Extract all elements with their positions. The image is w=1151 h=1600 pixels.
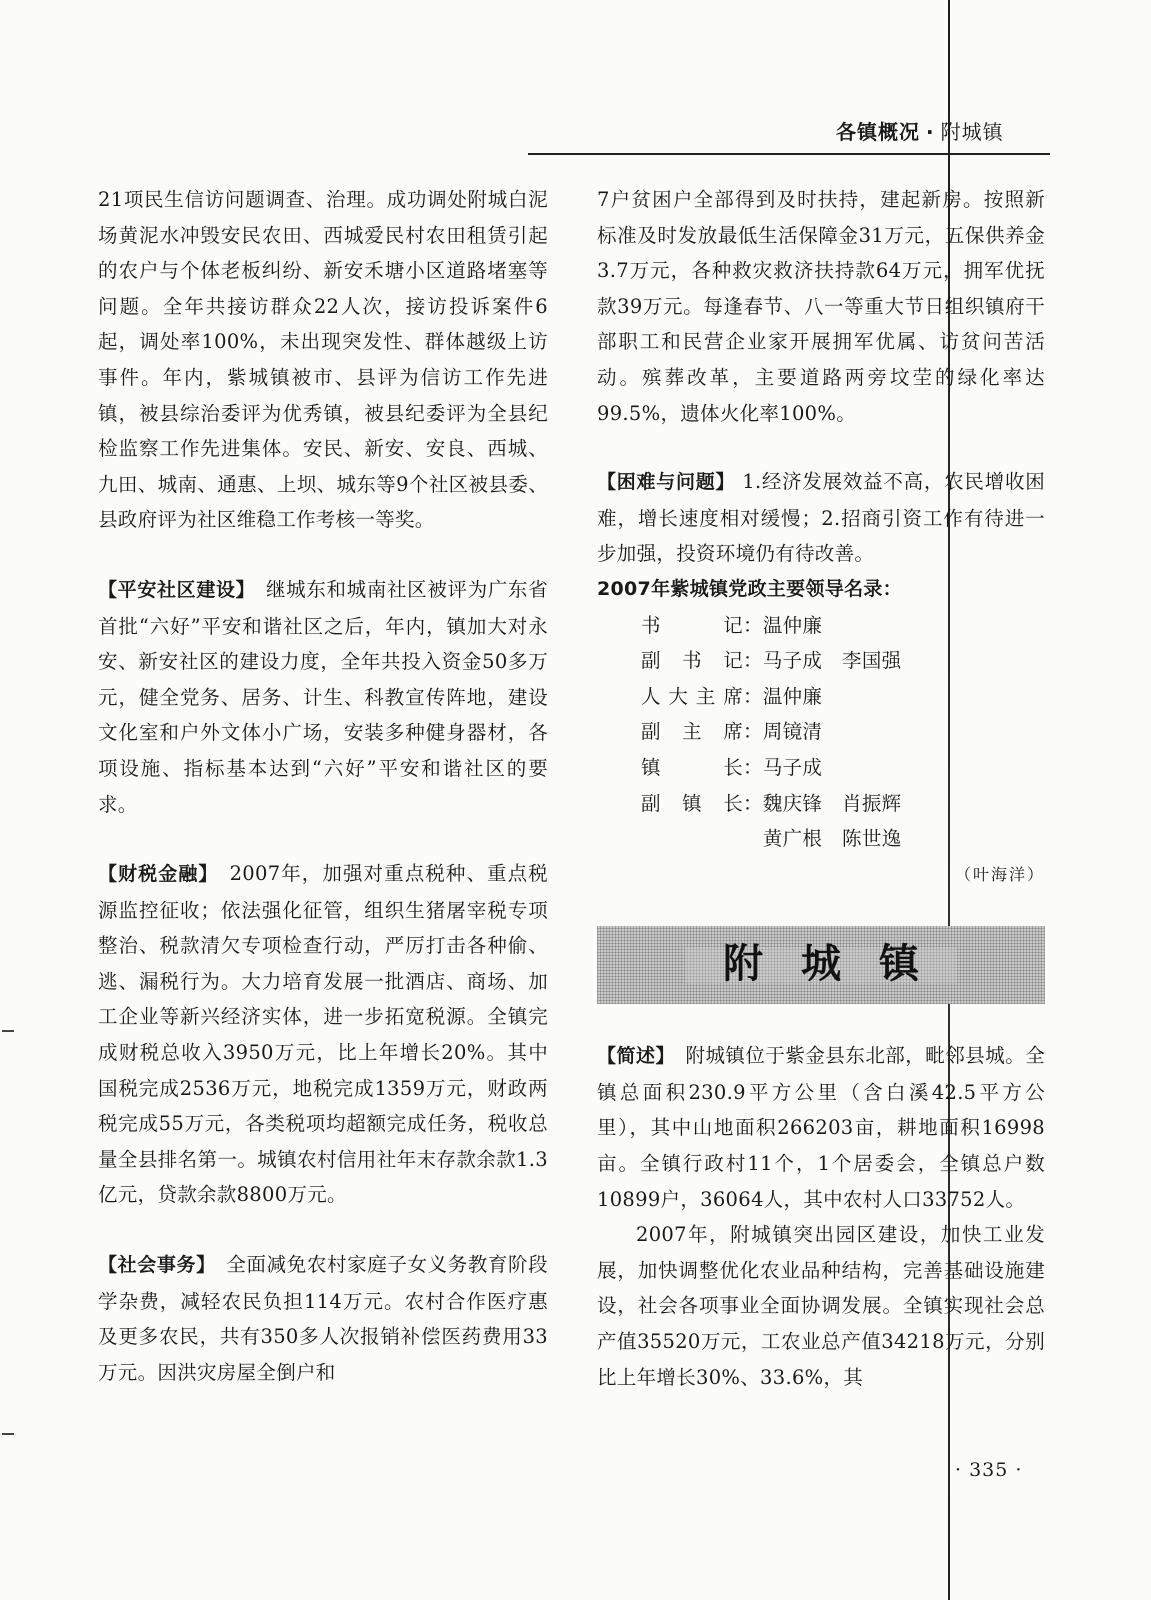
header-separator: · [926, 120, 935, 144]
leader-names: 温仲廉 [762, 684, 823, 708]
leader-row-continuation [641, 821, 1045, 857]
leader-row: 镇长 ： 马子成 [641, 750, 1045, 786]
running-header [836, 116, 1056, 146]
left-column [98, 182, 548, 1390]
leader-row: 书记 ： 温仲廉 [641, 608, 1045, 644]
leader-names: 黄广根 陈世逸 [762, 827, 902, 851]
leader-names: 周镜清 [762, 720, 823, 744]
intro-paragraph: 21项民生信访问题调查、治理。成功调处附城白泥场黄泥水冲毁安民农田、西城爱民村农田租赁引起的农户与个体老板纠纷、新安禾塘小区道路堵塞等问题。全年共接访群众22人次，接访投诉案件6起，调处率100%，未出现突发性、群体越级上访事件。年内，紫城镇被市、县评为信访工作先进镇，被县综治委评为优秀镇，被县纪委评为全县纪检监察工作先进集体。安民、新安、安良、西城、九田、城南、通惠、上坝、城东等9个社区被县委、县政府评为社区维稳工作考核一等奖。 [98, 188, 548, 532]
safe-community-text: 继城东和城南社区被评为广东省首批“六好”平安和谐社区之后，年内，镇加大对永安、新安社区的建设力度，全年共投入资金50多万元，健全党务、居务、计生、科教宣传阵地，建设文化室和户外文体小广场，安装多种健身器材，各项设施、指标基本达到“六好”平安和谐社区的要求。 [98, 577, 548, 816]
margin-mark [2, 1433, 14, 1435]
leader-names: 马子成 [762, 755, 823, 779]
leader-role: 人大主席 [641, 684, 743, 708]
social-affairs-paragraph [98, 1247, 548, 1390]
finance-heading: 【财税金融】 [98, 863, 209, 886]
leader-role: 副镇长 [641, 791, 743, 815]
page-number: · 335 · [955, 1459, 1023, 1481]
problems-heading: 【困难与问题】 [597, 471, 736, 494]
author-credit: （叶海洋） [954, 864, 1045, 884]
leader-names: 温仲廉 [762, 613, 823, 637]
leader-role: 镇长 [641, 755, 743, 779]
section-banner-title: 附城镇 [685, 947, 957, 983]
leader-names: 魏庆锋 肖振辉 [762, 791, 902, 815]
leader-row: 人大主席 ： 温仲廉 [641, 679, 1045, 715]
leaders-list [641, 608, 1045, 857]
leader-role: 副主席 [641, 720, 743, 744]
social-affairs-text: 全面减免农村家庭子女义务教育阶段学杂费，减轻农民负担114万元。农村合作医疗惠及更多农民，共有350多人次报销补偿医药费用33万元。因洪灾房屋全倒户和 [98, 1253, 548, 1384]
finance-text: 2007年，加强对重点税种、重点税源监控征收；依法强化征管，组织生猪屠宰税专项整治、税款清欠专项检查行动，严厉打击各种偷、逃、漏税行为。大力培育发展一批酒店、商场、加工企业等新兴经济实体，进一步拓宽税源。全镇完成财税总收入3950万元，比上年增长20%。其中国税完成2536万元，地税完成1359万元，财政两税完成55万元，各类税项均超额完成任务，税收总量全县排名第一。城镇农村信用社年末存款余款1.3亿元，贷款余款8800万元。 [98, 862, 548, 1207]
problems-paragraph [597, 464, 1045, 572]
leader-row: 副书记 ： 马子成 李国强 [641, 643, 1045, 679]
header-section: 各镇概况 [836, 120, 920, 144]
social-affairs-heading: 【社会事务】 [98, 1254, 207, 1277]
margin-mark [2, 1030, 14, 1032]
safe-community-paragraph [98, 572, 548, 822]
header-rule [528, 153, 1050, 155]
overview-paragraph [597, 1038, 1045, 1217]
safe-community-heading: 【平安社区建设】 [98, 578, 246, 601]
overview-text: 附城镇位于紫金县东北部，毗邻县城。全镇总面积230.9平方公里（含白溪42.5平方公里），其中山地面积266203亩，耕地面积16998亩。全镇行政村11个，1个居委会，全镇总户数10899户，36064人，其中农村人口33752人。 [597, 1044, 1046, 1211]
leader-role: 书记 [641, 613, 743, 637]
header-subsection: 附城镇 [940, 120, 1004, 144]
leaders-title: 2007年紫城镇党政主要领导名录： [597, 577, 902, 600]
leader-row: 副主席 ： 周镜清 [641, 714, 1045, 750]
leader-role: 副书记 [641, 649, 743, 673]
leader-row: 副镇长 ： 魏庆锋 肖振辉 [641, 786, 1045, 822]
development-paragraph: 2007年，附城镇突出园区建设，加快工业发展，加快调整优化农业品种结构，完善基础设施建设，社会各项事业全面协调发展。全镇实现社会总产值35520万元，工农业总产值34218万元，分别比上年增长30%、33.6%，其 [597, 1223, 1045, 1389]
overview-heading: 【简述】 [597, 1045, 666, 1068]
leader-names: 马子成 李国强 [762, 649, 902, 673]
continuation-paragraph: 7户贫困户全部得到及时扶持，建起新房。按照新标准及时发放最低生活保障金31万元，五保供养金3.7万元，各种救灾救济扶持款64万元，拥军优抚款39万元。每逢春节、八一等重大节日组织镇府干部职工和民营企业家开展拥军优属、访贫问苦活动。殡葬改革，主要道路两旁坟茔的绿化率达99.5%，遗体火化率100%。 [597, 188, 1045, 425]
problems-text: 1.经济发展效益不高，农民增收困难，增长速度相对缓慢；2.招商引资工作有待进一步加强，投资环境仍有待改善。 [597, 470, 1045, 566]
section-banner [597, 926, 1045, 1004]
right-column [597, 182, 1045, 1395]
finance-paragraph [98, 856, 548, 1213]
